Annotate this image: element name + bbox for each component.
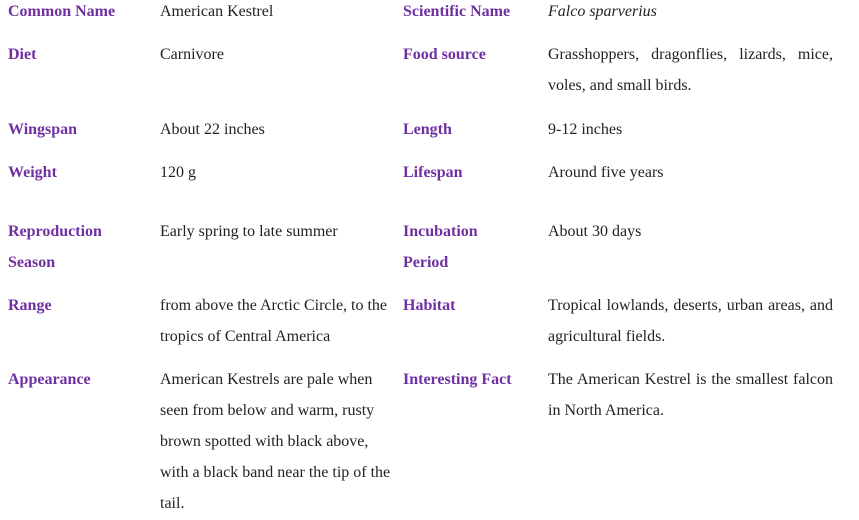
- value-common-name: American Kestrel: [160, 3, 274, 20]
- label-weight: Weight: [8, 164, 57, 181]
- label-range: Range: [8, 297, 52, 314]
- label-scientific-name: Scientific Name: [403, 3, 511, 20]
- label-incubation-period: Incubation Period: [403, 223, 478, 271]
- label-wingspan: Wingspan: [8, 121, 78, 138]
- value-food-source: Grasshoppers, dragonflies, lizards, mice, voles, and small birds.: [548, 46, 833, 94]
- label-lifespan: Lifespan: [403, 164, 463, 181]
- value-range: from above the Arctic Circle, to the tropics of Central America: [160, 297, 388, 345]
- value-appearance: American Kestrels are pale when seen from below and warm, rusty brown spotted with black above, with a black band near the tip of the tail.: [160, 371, 391, 512]
- value-habitat: Tropical lowlands, deserts, urban areas, and agricultural fields.: [548, 297, 833, 345]
- value-lifespan: Around five years: [548, 164, 664, 181]
- label-appearance: Appearance: [8, 371, 91, 388]
- value-scientific-name: Falco sparverius: [548, 3, 657, 20]
- value-reproduction-season: Early spring to late summer: [160, 223, 338, 240]
- value-interesting-fact: The American Kestrel is the smallest falcon in North America.: [548, 371, 833, 419]
- value-incubation-period: About 30 days: [548, 223, 642, 240]
- value-weight: 120 g: [160, 164, 196, 181]
- label-food-source: Food source: [403, 46, 486, 63]
- value-diet: Carnivore: [160, 46, 224, 63]
- label-length: Length: [403, 121, 452, 138]
- label-common-name: Common Name: [8, 3, 116, 20]
- label-habitat: Habitat: [403, 297, 456, 314]
- value-length: 9-12 inches: [548, 121, 623, 138]
- label-interesting-fact: Interesting Fact: [403, 371, 512, 388]
- value-wingspan: About 22 inches: [160, 121, 265, 138]
- label-diet: Diet: [8, 46, 37, 63]
- label-reproduction-season: Reproduction Season: [8, 223, 102, 271]
